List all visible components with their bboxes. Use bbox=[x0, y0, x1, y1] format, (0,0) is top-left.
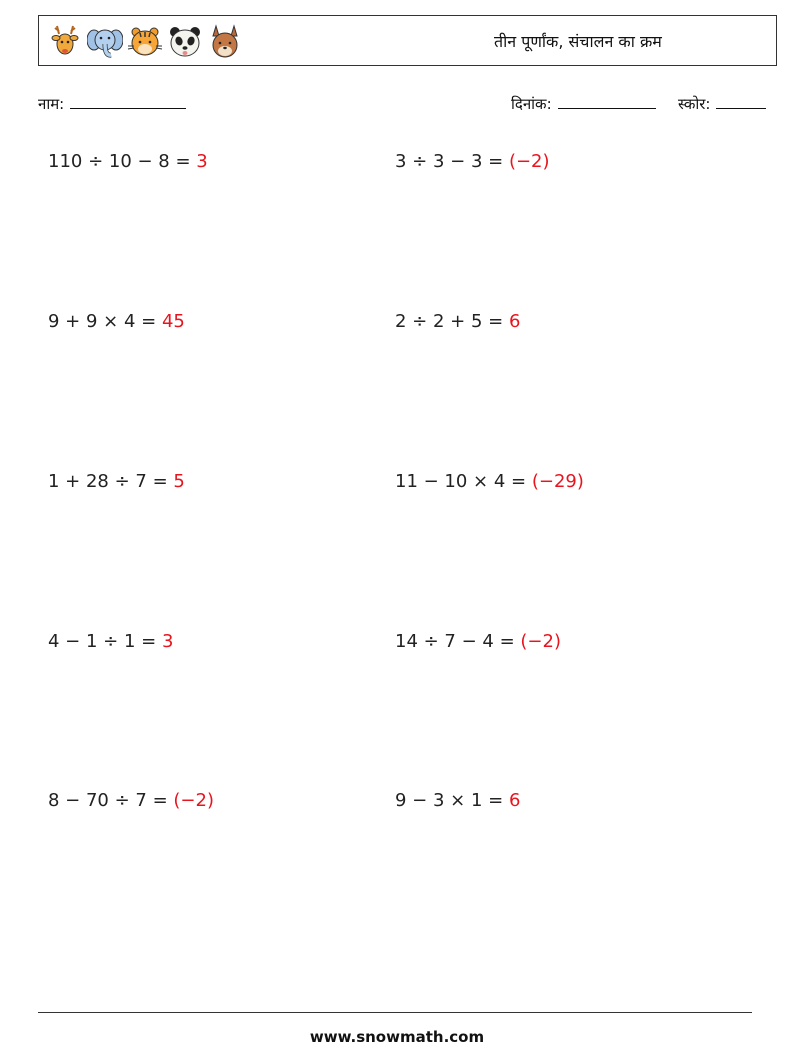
score-label: स्कोर: bbox=[678, 95, 711, 113]
problem-answer: 3 bbox=[196, 151, 208, 172]
score-field bbox=[678, 94, 766, 114]
problem-answer: 45 bbox=[161, 311, 185, 332]
problem-10 bbox=[395, 790, 520, 811]
date-field bbox=[511, 94, 656, 114]
problem-5 bbox=[48, 471, 185, 492]
problem-8 bbox=[395, 631, 561, 652]
elephant-icon bbox=[87, 22, 123, 62]
panda-icon bbox=[167, 22, 203, 62]
deer-icon bbox=[47, 22, 83, 62]
worksheet-title: तीन पूर्णांक, संचालन का क्रम bbox=[494, 32, 662, 51]
problem-answer: 5 bbox=[173, 471, 185, 492]
name-field bbox=[38, 94, 186, 114]
tiger-icon bbox=[127, 22, 163, 62]
problem-expression: 1 + 28 ÷ 7 = bbox=[48, 471, 174, 492]
problem-answer: 6 bbox=[508, 790, 521, 811]
problem-expression: 9 + 9 × 4 = bbox=[48, 311, 162, 332]
footer-url[interactable]: www.snowmath.com bbox=[309, 1028, 485, 1046]
problem-expression: 4 − 1 ÷ 1 = bbox=[48, 631, 162, 652]
problem-9 bbox=[48, 790, 214, 811]
problem-4 bbox=[395, 311, 520, 332]
problem-expression: 8 − 70 ÷ 7 = bbox=[48, 790, 174, 811]
problem-answer: (−2) bbox=[508, 151, 550, 172]
problem-answer: (−2) bbox=[173, 790, 214, 811]
problem-answer: 6 bbox=[508, 311, 521, 332]
problem-2 bbox=[395, 151, 550, 172]
problem-expression: 2 ÷ 2 + 5 = bbox=[395, 311, 509, 332]
problem-expression: 3 ÷ 3 − 3 = bbox=[395, 151, 509, 172]
worksheet-header bbox=[38, 15, 777, 66]
score-blank[interactable] bbox=[716, 94, 766, 109]
problem-expression: 11 − 10 × 4 = bbox=[395, 471, 532, 492]
date-label: दिनांक: bbox=[511, 95, 552, 113]
problem-expression: 9 − 3 × 1 = bbox=[395, 790, 509, 811]
name-blank[interactable] bbox=[70, 94, 186, 109]
squirrel-icon bbox=[207, 22, 243, 62]
date-blank[interactable] bbox=[558, 94, 656, 109]
problem-6 bbox=[395, 471, 584, 492]
problem-expression: 14 ÷ 7 − 4 = bbox=[395, 631, 521, 652]
problem-answer: 3 bbox=[161, 631, 174, 652]
problem-3 bbox=[48, 311, 185, 332]
problem-7 bbox=[48, 631, 173, 652]
footer-divider bbox=[38, 1012, 752, 1013]
problem-answer: (−29) bbox=[531, 471, 584, 492]
name-label: नाम: bbox=[38, 95, 65, 113]
problem-answer: (−2) bbox=[520, 631, 561, 652]
problem-1 bbox=[48, 151, 208, 172]
animal-icons bbox=[47, 22, 243, 62]
problem-expression: 110 ÷ 10 − 8 = bbox=[48, 151, 197, 172]
